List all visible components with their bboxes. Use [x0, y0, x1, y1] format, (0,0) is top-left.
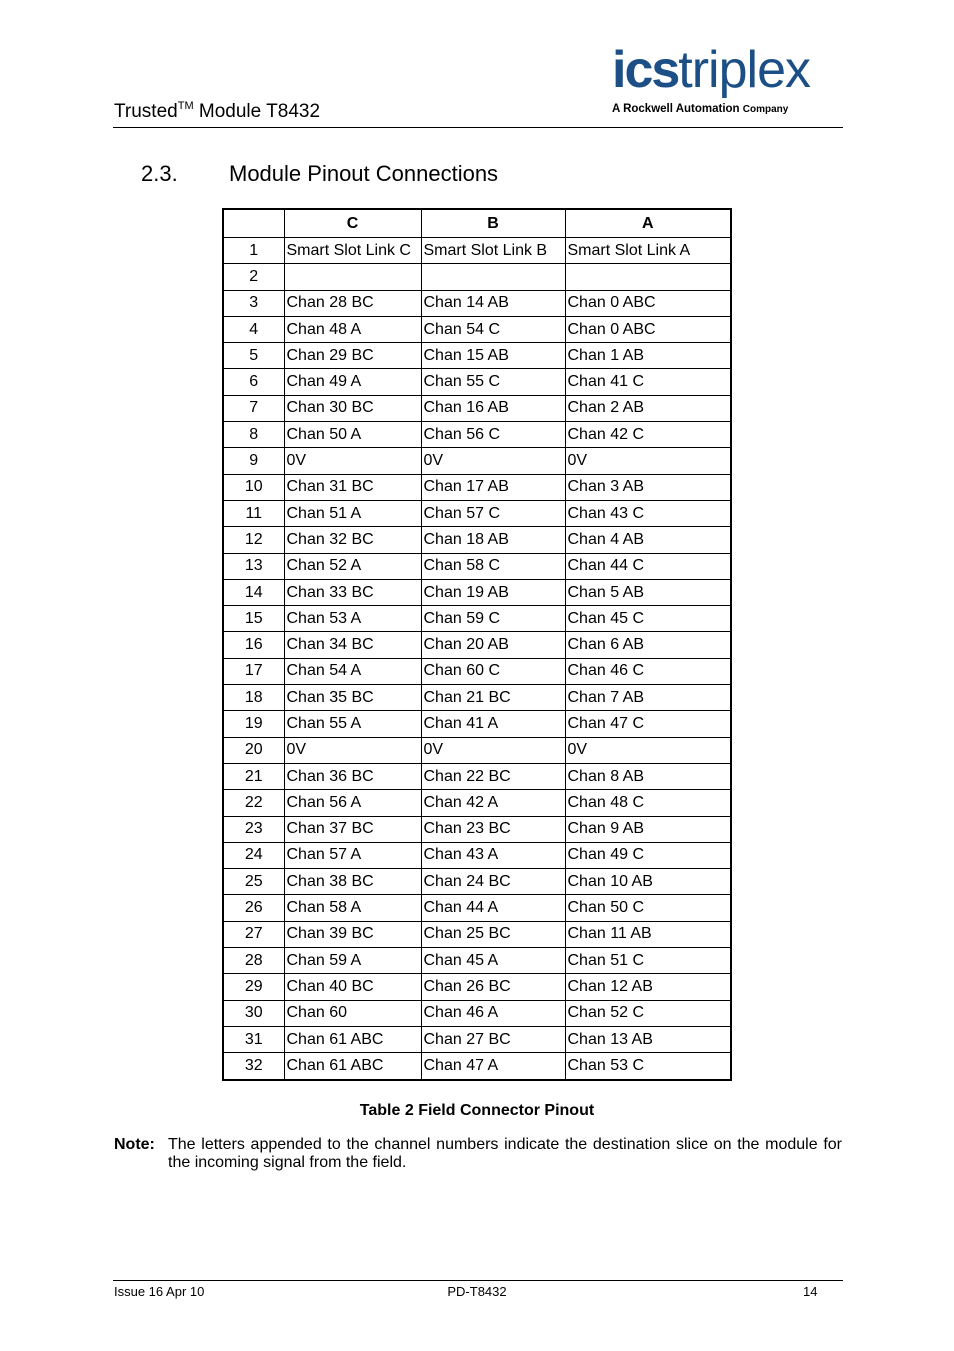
column-c-cell: Chan 61 ABC	[284, 1053, 421, 1080]
column-b-cell: Chan 23 BC	[421, 816, 565, 842]
table-row	[223, 790, 731, 816]
table-row	[223, 579, 731, 605]
column-c-cell: Chan 61 ABC	[284, 1026, 421, 1052]
column-c-cell	[284, 264, 421, 290]
table-row	[223, 974, 731, 1000]
pin-number-cell: 30	[223, 1000, 284, 1026]
column-a-cell: Chan 50 C	[565, 895, 731, 921]
logo-bold-text: ics	[612, 41, 679, 99]
table-row	[223, 737, 731, 763]
column-c-cell: Chan 53 A	[284, 606, 421, 632]
table-header-row	[223, 209, 731, 238]
column-a-cell: Chan 8 AB	[565, 763, 731, 789]
footer-issue: Issue 16 Apr 10	[114, 1284, 205, 1299]
pin-number-cell: 14	[223, 579, 284, 605]
note-label: Note:	[114, 1136, 155, 1153]
column-c-cell: Chan 30 BC	[284, 395, 421, 421]
column-a-cell: Chan 0 ABC	[565, 316, 731, 342]
table-row	[223, 948, 731, 974]
column-c-cell: Chan 56 A	[284, 790, 421, 816]
table-row	[223, 1026, 731, 1052]
column-a-cell: Chan 41 C	[565, 369, 731, 395]
table-row	[223, 553, 731, 579]
column-a-cell: Chan 48 C	[565, 790, 731, 816]
table-row	[223, 711, 731, 737]
column-b-cell: Chan 22 BC	[421, 763, 565, 789]
column-b-cell: Chan 43 A	[421, 842, 565, 868]
table-row	[223, 632, 731, 658]
table-row	[223, 395, 731, 421]
column-a-cell: Chan 1 AB	[565, 343, 731, 369]
header-divider	[113, 127, 843, 128]
column-a-cell: Chan 43 C	[565, 500, 731, 526]
column-a-cell: Chan 7 AB	[565, 685, 731, 711]
column-b-cell: Chan 41 A	[421, 711, 565, 737]
table-row	[223, 816, 731, 842]
pin-number-cell: 5	[223, 343, 284, 369]
pin-number-cell: 19	[223, 711, 284, 737]
column-c-cell: Chan 55 A	[284, 711, 421, 737]
pin-number-cell: 27	[223, 921, 284, 947]
column-a-cell: Chan 52 C	[565, 1000, 731, 1026]
footer-doc-id: PD-T8432	[447, 1284, 507, 1299]
column-c-cell: Chan 54 A	[284, 658, 421, 684]
column-c-cell: Smart Slot Link C	[284, 238, 421, 264]
pin-number-cell: 3	[223, 290, 284, 316]
column-b-cell: Chan 26 BC	[421, 974, 565, 1000]
column-c-cell: Chan 35 BC	[284, 685, 421, 711]
pin-number-cell: 18	[223, 685, 284, 711]
column-c-cell: Chan 31 BC	[284, 474, 421, 500]
document-title	[114, 101, 320, 123]
column-c-cell: Chan 60	[284, 1000, 421, 1026]
table-row	[223, 369, 731, 395]
column-a-cell: Chan 45 C	[565, 606, 731, 632]
column-c-cell: Chan 32 BC	[284, 527, 421, 553]
column-b-cell: Chan 24 BC	[421, 869, 565, 895]
column-c-cell: Chan 28 BC	[284, 290, 421, 316]
pin-number-cell: 17	[223, 658, 284, 684]
column-b-cell: Chan 42 A	[421, 790, 565, 816]
column-b-cell: Chan 27 BC	[421, 1026, 565, 1052]
pin-number-cell: 4	[223, 316, 284, 342]
column-a-cell: Chan 9 AB	[565, 816, 731, 842]
column-b-cell: Chan 47 A	[421, 1053, 565, 1080]
column-b-cell: Chan 46 A	[421, 1000, 565, 1026]
ics-triplex-logo	[612, 42, 844, 122]
header-cell-c: C	[284, 209, 421, 238]
pin-number-cell: 8	[223, 422, 284, 448]
pin-number-cell: 1	[223, 238, 284, 264]
logo-tagline	[612, 103, 788, 115]
column-b-cell: Chan 18 AB	[421, 527, 565, 553]
column-a-cell: Smart Slot Link A	[565, 238, 731, 264]
pin-number-cell: 16	[223, 632, 284, 658]
column-c-cell: Chan 57 A	[284, 842, 421, 868]
header-cell-a: A	[565, 209, 731, 238]
column-b-cell: Chan 58 C	[421, 553, 565, 579]
column-a-cell: Chan 51 C	[565, 948, 731, 974]
table-row	[223, 606, 731, 632]
column-b-cell: Chan 55 C	[421, 369, 565, 395]
column-a-cell: Chan 3 AB	[565, 474, 731, 500]
table-body	[223, 238, 731, 1080]
column-a-cell: Chan 6 AB	[565, 632, 731, 658]
column-a-cell: Chan 4 AB	[565, 527, 731, 553]
column-b-cell: Chan 21 BC	[421, 685, 565, 711]
column-c-cell: Chan 48 A	[284, 316, 421, 342]
section-title: Module Pinout Connections	[229, 161, 499, 186]
table-caption: Table 2 Field Connector Pinout	[359, 1102, 595, 1119]
table-row	[223, 842, 731, 868]
column-a-cell: Chan 5 AB	[565, 579, 731, 605]
column-a-cell: Chan 42 C	[565, 422, 731, 448]
logo-tagline-text: A Rockwell Automation	[612, 103, 740, 115]
pin-number-cell: 11	[223, 500, 284, 526]
column-c-cell: Chan 39 BC	[284, 921, 421, 947]
column-c-cell: Chan 34 BC	[284, 632, 421, 658]
column-c-cell: Chan 50 A	[284, 422, 421, 448]
table-row	[223, 1000, 731, 1026]
pin-number-cell: 20	[223, 737, 284, 763]
column-a-cell: Chan 13 AB	[565, 1026, 731, 1052]
column-b-cell: Chan 20 AB	[421, 632, 565, 658]
pin-number-cell: 10	[223, 474, 284, 500]
pin-number-cell: 2	[223, 264, 284, 290]
column-b-cell: Chan 60 C	[421, 658, 565, 684]
table-row	[223, 921, 731, 947]
column-c-cell: Chan 52 A	[284, 553, 421, 579]
logo-company-text: Company	[742, 104, 789, 115]
column-b-cell: 0V	[421, 737, 565, 763]
trademark-superscript: TM	[177, 100, 194, 112]
note-text: The letters appended to the channel numbers indicate the destination slice on the module for the incoming signal from the field.	[168, 1136, 842, 1171]
column-b-cell: Chan 25 BC	[421, 921, 565, 947]
pinout-table	[222, 208, 732, 1081]
logo-light-text: triplex	[678, 41, 811, 99]
column-b-cell: Chan 19 AB	[421, 579, 565, 605]
column-b-cell: Chan 44 A	[421, 895, 565, 921]
table-row	[223, 658, 731, 684]
pin-number-cell: 26	[223, 895, 284, 921]
column-b-cell: Chan 17 AB	[421, 474, 565, 500]
footer-divider	[113, 1280, 843, 1281]
column-a-cell: Chan 44 C	[565, 553, 731, 579]
pin-number-cell: 13	[223, 553, 284, 579]
column-c-cell: 0V	[284, 448, 421, 474]
column-b-cell: Chan 57 C	[421, 500, 565, 526]
table-row	[223, 238, 731, 264]
column-b-cell: Chan 45 A	[421, 948, 565, 974]
table-row	[223, 500, 731, 526]
pin-number-cell: 7	[223, 395, 284, 421]
pin-number-cell: 21	[223, 763, 284, 789]
pin-number-cell: 22	[223, 790, 284, 816]
table-row	[223, 1053, 731, 1080]
pin-number-cell: 29	[223, 974, 284, 1000]
column-c-cell: Chan 40 BC	[284, 974, 421, 1000]
pin-number-cell: 31	[223, 1026, 284, 1052]
column-c-cell: Chan 29 BC	[284, 343, 421, 369]
column-a-cell: Chan 53 C	[565, 1053, 731, 1080]
column-a-cell: Chan 49 C	[565, 842, 731, 868]
column-a-cell: Chan 11 AB	[565, 921, 731, 947]
title-main: Trusted	[114, 101, 178, 122]
table-row	[223, 343, 731, 369]
column-b-cell: 0V	[421, 448, 565, 474]
table-row	[223, 763, 731, 789]
column-c-cell: Chan 37 BC	[284, 816, 421, 842]
table-row	[223, 869, 731, 895]
table-row	[223, 474, 731, 500]
column-b-cell: Chan 54 C	[421, 316, 565, 342]
title-rest: Module T8432	[193, 101, 321, 122]
column-c-cell: Chan 58 A	[284, 895, 421, 921]
pin-number-cell: 12	[223, 527, 284, 553]
column-c-cell: Chan 59 A	[284, 948, 421, 974]
table-row	[223, 448, 731, 474]
column-b-cell: Smart Slot Link B	[421, 238, 565, 264]
column-b-cell: Chan 15 AB	[421, 343, 565, 369]
column-c-cell: Chan 36 BC	[284, 763, 421, 789]
column-b-cell: Chan 56 C	[421, 422, 565, 448]
section-number: 2.3.	[141, 161, 178, 186]
header-cell-pin	[223, 209, 284, 238]
logo-wordmark	[612, 42, 810, 98]
pin-number-cell: 24	[223, 842, 284, 868]
column-c-cell: Chan 51 A	[284, 500, 421, 526]
pin-number-cell: 23	[223, 816, 284, 842]
pin-number-cell: 28	[223, 948, 284, 974]
pin-number-cell: 9	[223, 448, 284, 474]
header-cell-b: B	[421, 209, 565, 238]
pin-number-cell: 15	[223, 606, 284, 632]
column-a-cell: Chan 10 AB	[565, 869, 731, 895]
table-row	[223, 685, 731, 711]
table-row	[223, 895, 731, 921]
column-a-cell: Chan 47 C	[565, 711, 731, 737]
column-c-cell: 0V	[284, 737, 421, 763]
table-row	[223, 527, 731, 553]
pin-number-cell: 25	[223, 869, 284, 895]
column-b-cell: Chan 14 AB	[421, 290, 565, 316]
table-row	[223, 264, 731, 290]
column-b-cell	[421, 264, 565, 290]
column-c-cell: Chan 49 A	[284, 369, 421, 395]
footer-page-number: 14	[803, 1284, 818, 1299]
column-a-cell: 0V	[565, 448, 731, 474]
column-a-cell: Chan 0 ABC	[565, 290, 731, 316]
pin-number-cell: 6	[223, 369, 284, 395]
column-c-cell: Chan 33 BC	[284, 579, 421, 605]
column-a-cell: Chan 46 C	[565, 658, 731, 684]
column-a-cell: Chan 2 AB	[565, 395, 731, 421]
column-b-cell: Chan 59 C	[421, 606, 565, 632]
table-row	[223, 422, 731, 448]
table-row	[223, 290, 731, 316]
column-a-cell	[565, 264, 731, 290]
pin-number-cell: 32	[223, 1053, 284, 1080]
column-a-cell: 0V	[565, 737, 731, 763]
column-a-cell: Chan 12 AB	[565, 974, 731, 1000]
table-row	[223, 316, 731, 342]
column-b-cell: Chan 16 AB	[421, 395, 565, 421]
column-c-cell: Chan 38 BC	[284, 869, 421, 895]
